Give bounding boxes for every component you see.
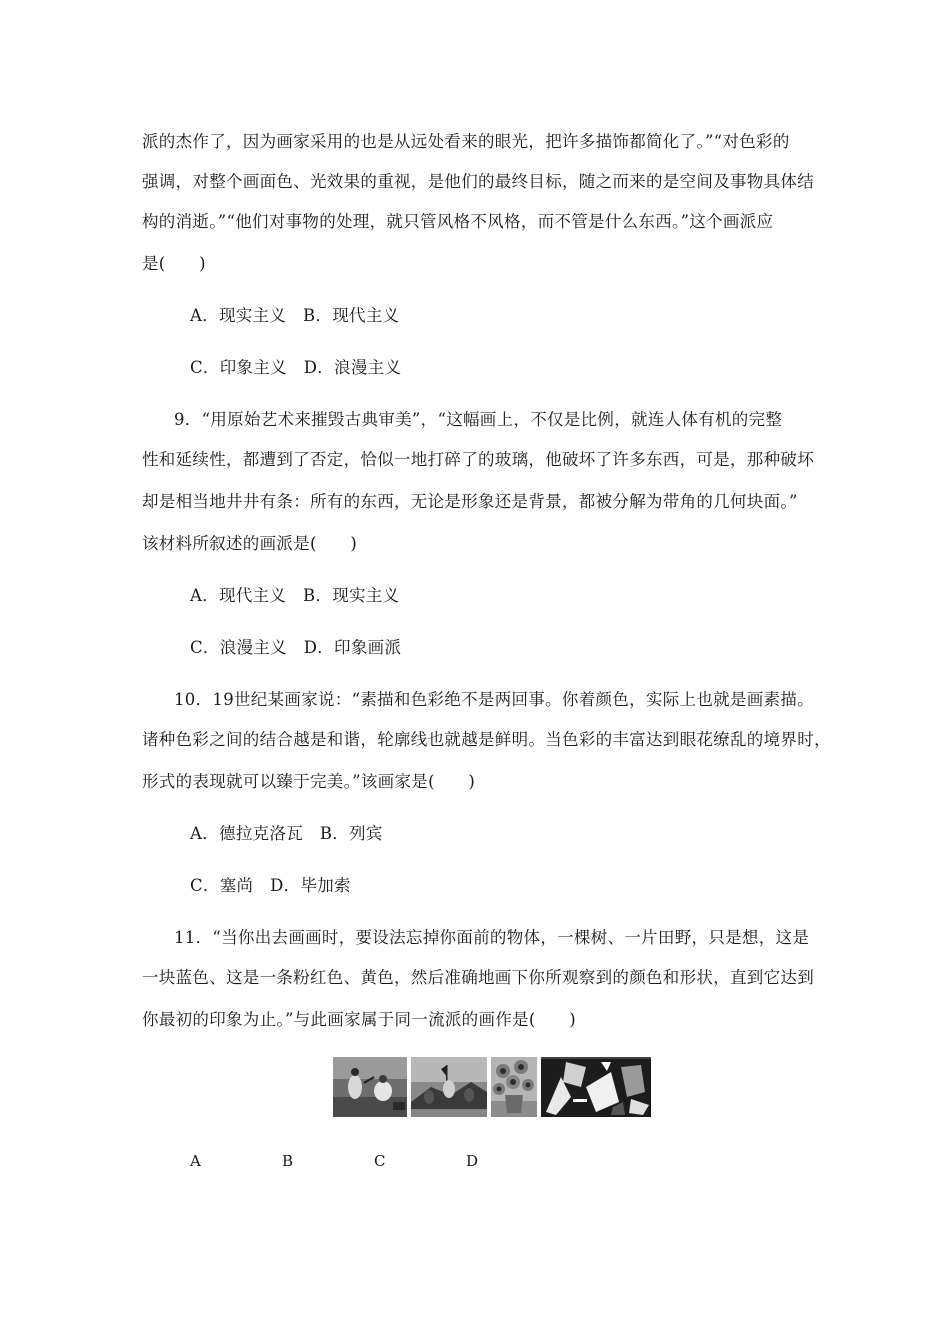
q9-line-2: 性和延续性，都遭到了否定，恰似一地打碎了的玻璃，他破坏了许多东西，可是，那种破坏	[142, 450, 814, 469]
q9-line-4: 该材料所叙述的画派是( )	[142, 534, 358, 553]
q10-options-ab: A．德拉克洛瓦 B．列宾	[190, 824, 383, 843]
q8-line-4: 是( )	[142, 254, 206, 273]
q11-line-2: 一块蓝色、这是一条粉红色、黄色，然后准确地画下你所观察到的颜色和形状，直到它达到	[142, 968, 814, 987]
painting-a-image	[333, 1057, 407, 1117]
q8-options-ab: A．现实主义 B．现代主义	[190, 306, 400, 325]
image-label-c: C	[374, 1152, 386, 1170]
q9-options-ab: A．现代主义 B．现实主义	[190, 586, 400, 605]
q10-line-1: 10．19世纪某画家说：“素描和色彩绝不是两回事。你着颜色，实际上也就是画素描。	[174, 690, 814, 709]
painting-thumbnails	[333, 1057, 651, 1117]
q11-line-1: 11．“当你出去画画时，要设法忘掉你面前的物体，一棵树、一片田野，只是想，这是	[174, 928, 810, 947]
painting-c-image	[491, 1057, 537, 1117]
q9-options-cd: C．浪漫主义 D．印象画派	[190, 638, 402, 657]
q9-line-3: 却是相当地井井有条：所有的东西，无论是形象还是背景，都被分解为带角的几何块面。”	[142, 492, 798, 511]
image-label-d: D	[466, 1152, 479, 1170]
q8-line-3: 构的消逝。”“他们对事物的处理，就只管风格不风格，而不管是什么东西。”这个画派应	[142, 212, 774, 231]
q10-options-cd: C．塞尚 D．毕加索	[190, 876, 351, 895]
q10-line-2: 诸种色彩之间的结合越是和谐，轮廓线也就越是鲜明。当色彩的丰富达到眼花缭乱的境界时，	[142, 730, 831, 749]
painting-b-image	[411, 1057, 487, 1117]
q10-line-3: 形式的表现就可以臻于完美。”该画家是( )	[142, 772, 476, 791]
q9-line-1: 9．“用原始艺术来摧毁古典审美”，“这幅画上，不仅是比例，就连人体有机的完整	[174, 410, 783, 429]
image-label-b: B	[282, 1152, 294, 1170]
image-label-a: A	[190, 1152, 201, 1170]
q8-line-2: 强调，对整个画面色、光效果的重视，是他们的最终目标，随之而来的是空间及事物具体结	[142, 172, 814, 191]
q11-line-3: 你最初的印象为止。”与此画家属于同一流派的画作是( )	[142, 1010, 576, 1029]
painting-d-image	[541, 1057, 651, 1117]
q8-line-1: 派的杰作了，因为画家采用的也是从远处看来的眼光，把许多描饰都简化了。”“对色彩的	[142, 132, 790, 151]
q8-options-cd: C．印象主义 D．浪漫主义	[190, 358, 402, 377]
